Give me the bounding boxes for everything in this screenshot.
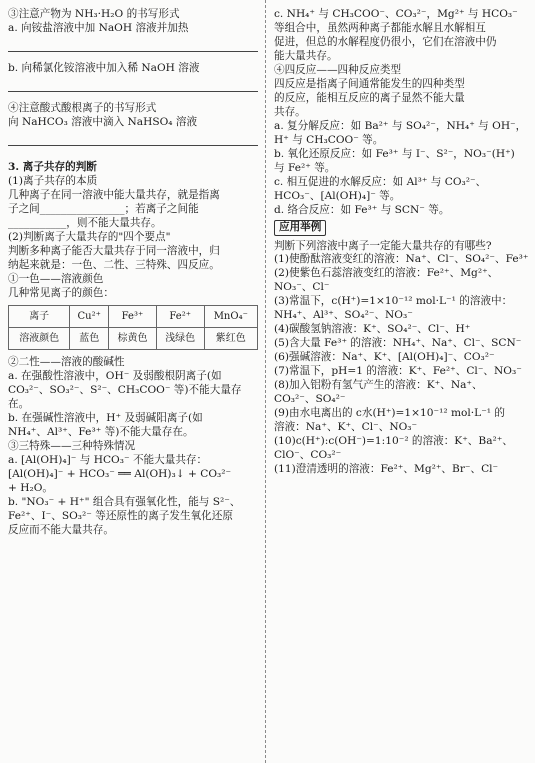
- question-item: ClO⁻、CO₃²⁻: [274, 449, 342, 462]
- question-item: (8)加入铝粉有氢气产生的溶液：K⁺、Na⁺、: [274, 379, 483, 392]
- text-line: 与 Fe²⁺ 等。: [274, 161, 336, 174]
- ion-color-table: [8, 305, 258, 350]
- text-line: b. 向稀氯化铵溶液中加入稀 NaOH 溶液: [8, 61, 200, 74]
- question-item: (9)由水电离出的 c水(H⁺)=1×10⁻¹² mol·L⁻¹ 的: [274, 407, 505, 420]
- table-row: [9, 327, 258, 349]
- question-item: (2)使紫色石蕊溶液变红的溶液：Fe²⁺、Mg²⁺、: [274, 267, 499, 280]
- text-line: Fe²⁺、I⁻、SO₃²⁻ 等还原性的离子发生氧化还原: [8, 509, 233, 522]
- text-line: 反应而不能大量共存。: [8, 523, 114, 536]
- text-line: c. NH₄⁺ 与 CH₃COO⁻、CO₃²⁻，Mg²⁺ 与 HCO₃⁻: [274, 8, 518, 20]
- answer-blank[interactable]: [8, 78, 258, 92]
- text-line: 纳起来就是：一色、二性、三特殊、四反应。: [8, 258, 220, 271]
- answer-blank[interactable]: [8, 132, 258, 146]
- text-line: ①一色——溶液颜色: [8, 272, 104, 285]
- text-line: 共存。: [274, 105, 306, 118]
- text-line: b. 在强碱性溶液中，H⁺ 及弱碱阳离子(如: [8, 411, 203, 424]
- question-item: (4)碳酸氢钠溶液：K⁺、SO₄²⁻、Cl⁻、H⁺: [274, 323, 471, 336]
- text-line: NH₄⁺、Al³⁺、Fe³⁺ 等)不能大量存在。: [8, 425, 194, 438]
- question-item: NO₃⁻、Cl⁻: [274, 281, 330, 294]
- text-line: (2)判断离子大量共存的"四个要点": [8, 230, 171, 243]
- left-column: [8, 8, 258, 538]
- text-line: c. 相互促进的水解反应：如 Al³⁺ 与 CO₃²⁻、: [274, 175, 487, 188]
- table-cell: 蓝色: [70, 327, 109, 349]
- question-item: (11)澄清透明的溶液：Fe²⁺、Mg²⁺、Br⁻、Cl⁻: [274, 463, 499, 475]
- text-line: (1)离子共存的本质: [8, 174, 98, 187]
- text-line: ④四反应——四种反应类型: [274, 63, 402, 76]
- text-line: ③三特殊——三种特殊情况: [8, 439, 136, 452]
- text-line: 的反应，能相互反应的离子显然不能大量: [274, 91, 465, 104]
- column-divider: [265, 0, 266, 763]
- table-cell: 离子: [9, 305, 70, 327]
- text-line: 子之间________________；若离子之间能: [8, 202, 199, 215]
- text-line: ④注意酸式酸根离子的书写形式: [8, 101, 157, 114]
- table-cell: 棕黄色: [109, 327, 157, 349]
- text-line: b. "NO₃⁻ + H⁺" 组合具有强氧化性，能与 S²⁻、: [8, 495, 241, 508]
- text-line: + H₂O。: [8, 481, 54, 494]
- text-line: ③注意产物为 NH₃·H₂O 的书写形式: [8, 8, 180, 20]
- table-cell: Fe³⁺: [109, 305, 157, 327]
- text-line: HCO₃⁻、[Al(OH)₄]⁻ 等。: [274, 189, 401, 202]
- table-cell: 紫红色: [204, 327, 257, 349]
- text-line: ②二性——溶液的酸碱性: [8, 355, 125, 368]
- question-item: CO₃²⁻、SO₄²⁻: [274, 393, 346, 406]
- table-cell: MnO₄⁻: [204, 305, 257, 327]
- text-line: b. 氧化还原反应：如 Fe³⁺ 与 I⁻、S²⁻，NO₃⁻(H⁺): [274, 147, 515, 160]
- table-cell: Fe²⁺: [156, 305, 204, 327]
- question-item: 溶液：Na⁺、K⁺、Cl⁻、NO₃⁻: [274, 421, 418, 434]
- text-line: 促进，但总的水解程度仍很小，它们在溶液中仍: [274, 35, 497, 48]
- text-line: 四反应是指离子间通常能发生的四种类型: [274, 77, 465, 90]
- table-header-row: [9, 305, 258, 327]
- section-heading: 3. 离子共存的判断: [8, 160, 97, 173]
- question-item: (7)常温下，pH=1 的溶液：K⁺、Fe²⁺、Cl⁻、NO₃⁻: [274, 365, 522, 378]
- question-item: (6)强碱溶液：Na⁺、K⁺、[Al(OH)₄]⁻、CO₃²⁻: [274, 351, 495, 364]
- right-column: [274, 8, 530, 477]
- question-item: (1)使酚酞溶液变红的溶液：Na⁺、Cl⁻、SO₄²⁻、Fe³⁺: [274, 253, 529, 266]
- text-line: ___________，则不能大量共存。: [8, 216, 162, 229]
- text-line: 能大量共存。: [274, 49, 338, 62]
- text-line: a. 复分解反应：如 Ba²⁺ 与 SO₄²⁻，NH₄⁺ 与 OH⁻，: [274, 119, 527, 132]
- text-line: 判断多种离子能否大量共存于同一溶液中，归: [8, 244, 220, 257]
- text-line: a. [Al(OH)₄]⁻ 与 HCO₃⁻ 不能大量共存：: [8, 453, 208, 466]
- text-line: a. 向铵盐溶液中加 NaOH 溶液并加热: [8, 21, 189, 34]
- text-line: CO₃²⁻、SO₃²⁻、S²⁻、CH₃COO⁻ 等)不能大量存在。: [8, 383, 242, 410]
- text-line: 几种常见离子的颜色：: [8, 286, 114, 299]
- table-cell: 溶液颜色: [9, 327, 70, 349]
- table-cell: 浅绿色: [156, 327, 204, 349]
- question-item: (5)含大量 Fe³⁺ 的溶液：NH₄⁺、Na⁺、Cl⁻、SCN⁻: [274, 337, 522, 350]
- question-item: (3)常温下，c(H⁺)=1×10⁻¹² mol·L⁻¹ 的溶液中：: [274, 295, 513, 308]
- text-line: 向 NaHCO₃ 溶液中滴入 NaHSO₄ 溶液: [8, 115, 198, 128]
- question-prompt: 判断下列溶液中离子一定能大量共存的有哪些?: [274, 239, 492, 252]
- question-item: (10)c(H⁺):c(OH⁻)=1:10⁻² 的溶液：K⁺、Ba²⁺、: [274, 435, 513, 448]
- text-line: 等组合中，虽然两种离子都能水解且水解相互: [274, 21, 486, 34]
- text-line: d. 络合反应：如 Fe³⁺ 与 SCN⁻ 等。: [274, 203, 450, 216]
- text-line: 几种离子在同一溶液中能大量共存，就是指离: [8, 188, 220, 201]
- text-line: [Al(OH)₄]⁻ + HCO₃⁻ ══ Al(OH)₃↓ + CO₃²⁻: [8, 467, 232, 480]
- answer-blank[interactable]: [8, 38, 258, 52]
- text-line: H⁺ 与 CH₃COO⁻ 等。: [274, 133, 384, 146]
- table-cell: Cu²⁺: [70, 305, 109, 327]
- question-item: NH₄⁺、Al³⁺、SO₄²⁻、NO₃⁻: [274, 309, 413, 322]
- example-tag: 应用举例: [274, 220, 326, 236]
- text-line: a. 在强酸性溶液中，OH⁻ 及弱酸根阴离子(如: [8, 369, 222, 382]
